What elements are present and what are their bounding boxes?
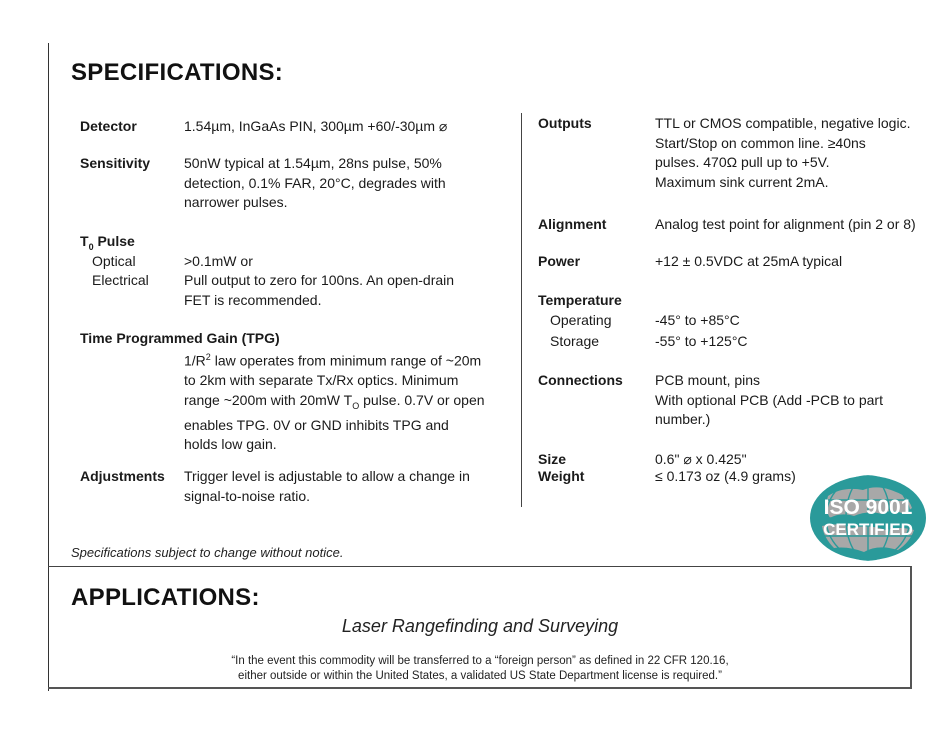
applications-title: APPLICATIONS: xyxy=(71,584,260,611)
connections-value xyxy=(655,371,883,430)
power-value xyxy=(655,252,842,272)
connections-label: Connections xyxy=(538,372,623,388)
alignment-label: Alignment xyxy=(538,216,607,232)
sensitivity-line: 50nW typical at 1.54µm, 28ns pulse, 50% xyxy=(184,155,442,171)
application-item: Laser Rangefinding and Surveying xyxy=(341,616,619,636)
weight-value xyxy=(655,467,796,487)
column-divider xyxy=(521,113,522,507)
storage-label: Storage xyxy=(550,333,600,349)
outputs-line: TTL or CMOS compatible, negative logic. xyxy=(655,115,911,131)
power-text: +12 ± 0.5VDC at 25mA typical xyxy=(655,253,843,269)
iso-badge-line1: ISO 9001 xyxy=(823,496,913,519)
electrical-line: Pull output to zero for 100ns. An open-drain xyxy=(184,272,455,288)
tpg-line3-pre: range ~200m with 20mW T xyxy=(184,391,353,408)
weight-label: Weight xyxy=(538,468,585,484)
power-label: Power xyxy=(538,253,581,269)
electrical-value xyxy=(184,271,454,310)
temperature-label: Temperature xyxy=(538,292,622,308)
size-text: 0.6" ⌀ x 0.425" xyxy=(655,451,747,467)
adjustments-line: Trigger level is adjustable to allow a change in xyxy=(184,468,470,484)
tpg-line: enables TPG. 0V or GND inhibits TPG and xyxy=(184,416,449,433)
t0-pulse-label xyxy=(80,233,135,252)
t0-pulse-subscript: 0 xyxy=(88,241,94,252)
connections-line: PCB mount, pins xyxy=(655,372,761,388)
t0-pulse-t: T xyxy=(80,233,89,249)
iso-9001-badge xyxy=(808,474,928,562)
detector-text: 1.54µm, InGaAs PIN, 300µm +60/-30µm ⌀ xyxy=(184,118,448,134)
connections-line: number.) xyxy=(655,411,711,427)
size-label: Size xyxy=(538,451,567,467)
outputs-value xyxy=(655,114,910,192)
adjustments-line: signal-to-noise ratio. xyxy=(184,487,311,504)
optical-label: Optical xyxy=(92,253,136,269)
adjustments-label: Adjustments xyxy=(80,468,165,484)
outputs-line: Maximum sink current 2mA. xyxy=(655,173,829,190)
tpg-label: Time Programmed Gain (TPG) xyxy=(80,330,280,346)
tpg-subscript: O xyxy=(352,400,360,411)
globe-icon xyxy=(808,474,928,562)
specifications-title: SPECIFICATIONS: xyxy=(71,59,284,86)
tpg-superscript: 2 xyxy=(205,352,211,362)
t0-pulse-rest: Pulse xyxy=(93,233,135,249)
connections-line: With optional PCB (Add -PCB to part xyxy=(655,391,883,408)
iso-badge-line2: CERTIFIED xyxy=(823,520,913,539)
electrical-label: Electrical xyxy=(92,272,149,288)
tpg-value xyxy=(184,348,485,455)
export-control-notice xyxy=(48,654,912,684)
tpg-line1-pre: 1/R xyxy=(184,352,206,369)
operating-text: -45° to +85°C xyxy=(655,312,740,328)
optical-text: >0.1mW or xyxy=(184,253,253,269)
electrical-line: FET is recommended. xyxy=(184,291,322,308)
tpg-line xyxy=(184,391,485,416)
sensitivity-value xyxy=(184,154,446,213)
sensitivity-line: detection, 0.1% FAR, 20°C, degrades with xyxy=(184,174,446,191)
tpg-line xyxy=(184,348,485,371)
detector-label: Detector xyxy=(80,118,137,134)
tpg-line: to 2km with separate Tx/Rx optics. Minimum xyxy=(184,372,459,389)
sensitivity-label: Sensitivity xyxy=(80,155,151,171)
sensitivity-line: narrower pulses. xyxy=(184,194,288,210)
detector-value xyxy=(184,117,447,137)
adjustments-value xyxy=(184,467,470,506)
tpg-line1-post: law operates from minimum range of ~20m xyxy=(210,352,482,369)
alignment-value xyxy=(655,215,916,235)
optical-value xyxy=(184,252,253,272)
outputs-line: Start/Stop on common line. ≥40ns xyxy=(655,134,866,151)
outputs-line: pulses. 470Ω pull up to +5V. xyxy=(655,154,830,170)
tpg-line: holds low gain. xyxy=(184,436,277,453)
alignment-text: Analog test point for alignment (pin 2 or 8) xyxy=(655,216,916,232)
storage-value xyxy=(655,332,748,352)
tpg-line3-post: pulse. 0.7V or open xyxy=(359,391,485,408)
weight-text: ≤ 0.173 oz (4.9 grams) xyxy=(655,468,796,484)
operating-value xyxy=(655,311,740,331)
legal-line: either outside or within the United States, a validated US State Department license is required.” xyxy=(238,670,722,682)
storage-text: -55° to +125°C xyxy=(655,333,748,349)
legal-line: “In the event this commodity will be transferred to a “foreign person” as defined in 22 CFR 120.16, xyxy=(231,655,729,667)
operating-label: Operating xyxy=(550,312,612,328)
outputs-label: Outputs xyxy=(538,115,592,131)
specifications-note: Specifications subject to change without notice. xyxy=(71,545,344,560)
